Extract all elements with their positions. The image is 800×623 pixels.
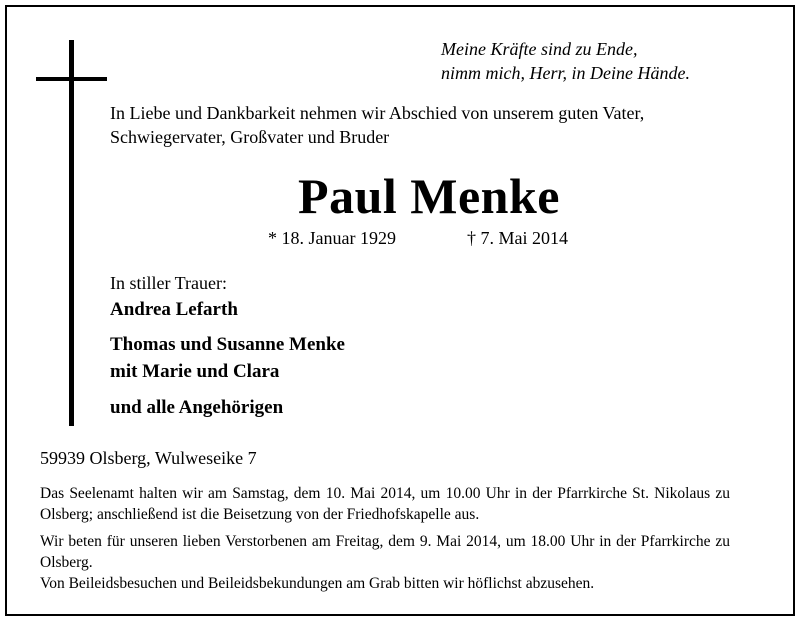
mourner-2-line-1: Thomas und Susanne Menke: [110, 334, 345, 355]
motto: [441, 37, 690, 85]
mourner-2-line-2: mit Marie und Clara: [110, 361, 280, 382]
requiem-notice: Das Seelenamt halten wir am Samstag, dem 10. Mai 2014, um 10.00 Uhr in der Pfarrkirche St. Nikolaus zu Olsberg; anschließend ist die Beisetzung von der Friedhofskapelle aus.: [40, 485, 730, 523]
mourner-2: [110, 331, 345, 385]
address: 59939 Olsberg, Wulweseike 7: [40, 448, 257, 468]
intro-line-1: In Liebe und Dankbarkeit nehmen wir Abschied von unserem guten Vater,: [110, 103, 645, 123]
prayer-notice: Wir beten für unseren lieben Verstorbenen am Freitag, dem 9. Mai 2014, um 18.00 Uhr in der Pfarrkirche zu Olsberg.: [40, 533, 730, 571]
intro-line-2: Schwiegervater, Großvater und Bruder: [110, 127, 390, 147]
death-date: † 7. Mai 2014: [467, 228, 568, 248]
condolence-notice: Von Beileidsbesuchen und Beileidsbekundungen am Grab bitten wir höflichst abzusehen.: [40, 575, 595, 592]
deceased-name: Paul Menke: [298, 168, 560, 224]
mourner-1: Andrea Lefarth: [110, 299, 238, 320]
intro-text: [110, 101, 770, 149]
cross-icon: [69, 40, 74, 426]
mourners-heading: In stiller Trauer:: [110, 273, 227, 293]
cross-icon-bar: [36, 77, 107, 81]
mourner-3: und alle Angehörigen: [110, 397, 284, 418]
birth-date: * 18. Januar 1929: [268, 228, 396, 248]
motto-line-2: nimm mich, Herr, in Deine Hände.: [441, 63, 690, 83]
motto-line-1: Meine Kräfte sind zu Ende,: [441, 39, 638, 59]
